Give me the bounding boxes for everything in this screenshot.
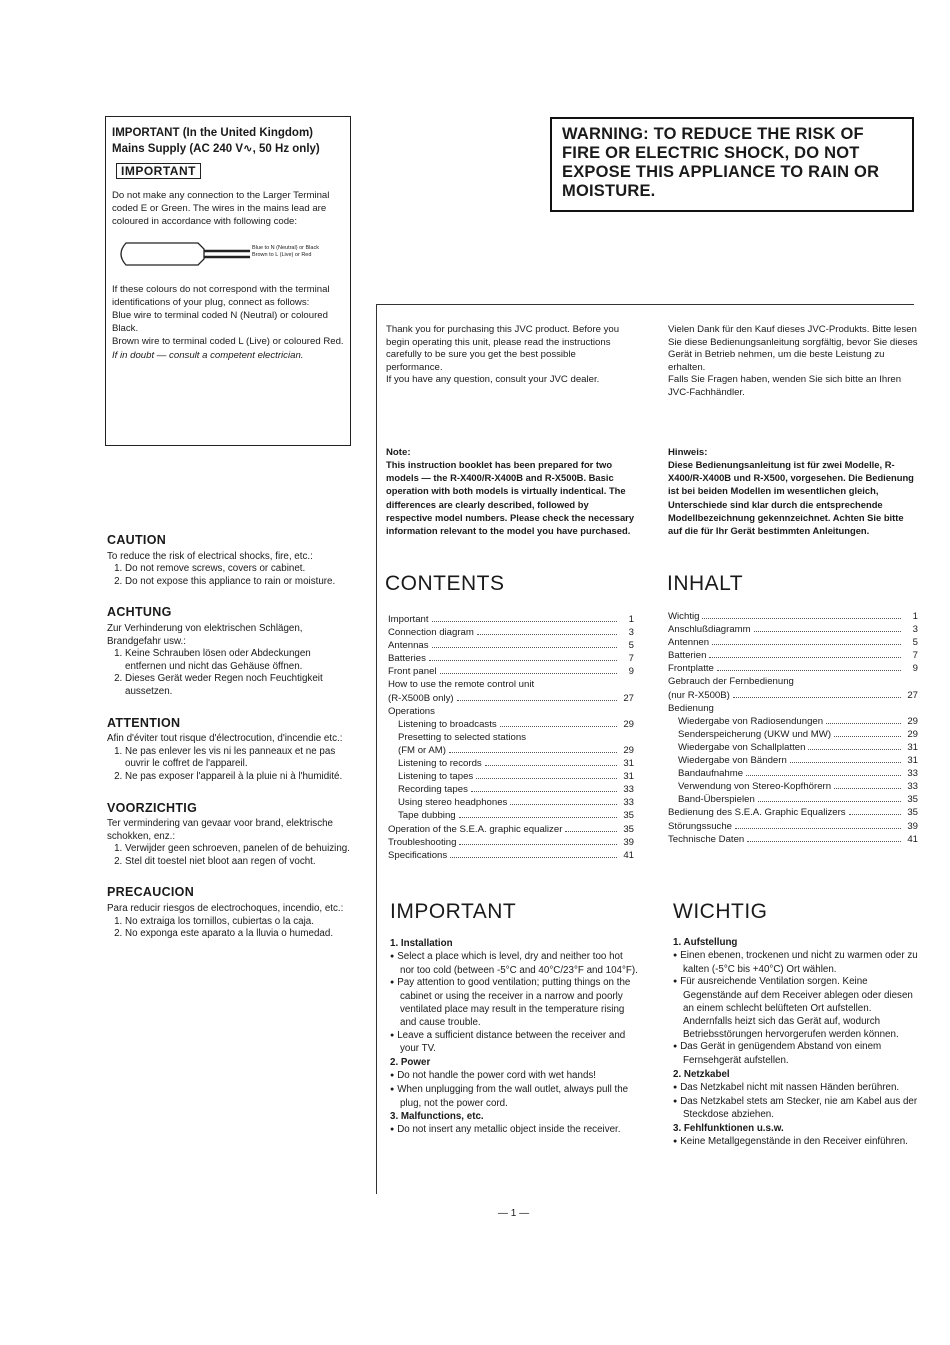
toc-label: Listening to records [398, 758, 482, 770]
toc-label: Presetting to selected stations [398, 731, 526, 743]
toc-page: 1 [912, 611, 918, 622]
toc-label: Connection diagram [388, 627, 474, 639]
toc-row [388, 823, 634, 836]
warning-line-3: EXPOSE THIS APPLIANCE TO RAIN OR [562, 163, 880, 181]
warning-item: 2. Ne pas exposer l'appareil à la pluie ni à l'humidité. [125, 771, 353, 784]
list-heading: 1. Aufstellung [673, 937, 738, 948]
toc-label: Batteries [388, 653, 426, 665]
questions-en-text: If you have any question, consult your JVC dealer. [386, 374, 600, 386]
toc-leader [459, 809, 617, 818]
important-tag: IMPORTANT [116, 163, 201, 179]
warning-item: 2. Do not expose this appliance to rain or moisture. [125, 576, 353, 589]
toc-label: Wiedergabe von Schallplatten [678, 741, 806, 753]
list-bullet: ● Select a place which is level, dry and neither too hot nor too cold (between -5°C and 40°C/23°F and 104°F). [390, 951, 638, 978]
toc-page: 35 [907, 794, 918, 806]
list-bullet: ● Für ausreichende Ventilation sorgen. Keine Gegenstände auf dem Receiver ablegen oder diesen an einem schlecht belüfteten Ort aufstellen. Andernfalls heizt sich das Gerät auf, wodurch Betriebsstörungen hervorgerufen werden können. [673, 976, 920, 1041]
wiring-p4: If in doubt — consult a competent electrician. [112, 349, 304, 361]
mains-plug-icon [112, 239, 252, 269]
warning-title: CAUTION [107, 533, 167, 547]
toc-row [388, 639, 634, 652]
toc-leader [500, 718, 617, 727]
wiring-p1: If these colours do not correspond with the terminal identifications of your plug, connect as follows: [112, 283, 330, 308]
warning-box [550, 117, 914, 212]
toc-label: Front panel [388, 666, 437, 678]
wiring-p3: Brown wire to terminal coded L (Live) or coloured Red. [112, 336, 344, 348]
toc-page: 33 [907, 768, 918, 780]
toc-leader [449, 744, 617, 753]
toc-row [388, 744, 634, 757]
toc-page: 9 [628, 666, 634, 678]
warning-item: 2. No exponga este aparato a la lluvia o humedad. [125, 928, 353, 941]
warning-title: VOORZICHTIG [107, 800, 198, 815]
toc-page: 27 [907, 689, 918, 701]
note-de [668, 447, 918, 537]
warning-line-2: FIRE OR ELECTRIC SHOCK, DO NOT [562, 144, 860, 162]
toc-row [668, 728, 918, 741]
toc-row [668, 715, 918, 728]
plug-label-brown: Brown to L (Live) or Red [252, 251, 312, 258]
warning-item: 1. Do not remove screws, covers or cabinet. [125, 563, 353, 576]
important-list [390, 937, 638, 1138]
list-bullet: ● Keine Metallgegenstände in den Receiver einführen. [673, 1136, 920, 1150]
warning-section [107, 802, 353, 869]
toc-label: Using stereo headphones [398, 797, 508, 809]
warning-title: ATTENTION [107, 715, 181, 730]
toc-page: 31 [623, 771, 634, 783]
toc-row [668, 820, 918, 833]
warning-item: 1. No extraiga los tornillos, cubiertas o la caja. [125, 916, 353, 929]
toc-page: 35 [623, 810, 634, 822]
warning-intro: Para reducir riesgos de electrochoques, incendio, etc.: [107, 903, 344, 915]
thanks-en [386, 324, 632, 387]
toc-leader [459, 836, 617, 845]
uk-important-box [105, 116, 351, 446]
warning-items [107, 916, 353, 941]
toc-label: Antennen [668, 637, 710, 649]
list-bullet: ● Do not handle the power cord with wet hands! [390, 1070, 638, 1084]
warning-item: 2. Stel dit toestel niet bloot aan regen of vocht. [125, 856, 353, 869]
toc-row [668, 702, 918, 715]
toc-leader [432, 639, 617, 648]
toc-leader [565, 823, 617, 832]
toc-page: 31 [907, 741, 918, 753]
toc-label: Important [388, 614, 429, 625]
toc-page: 33 [623, 797, 634, 809]
top-rule [376, 304, 914, 305]
list-bullet: ● Einen ebenen, trockenen und nicht zu warmen oder zu kalten (-5°C bis +40°C) Ort wählen. [673, 950, 920, 977]
warning-section [107, 886, 353, 940]
toc-leader [440, 665, 617, 674]
warning-item: 1. Ne pas enlever les vis ni les panneaux et ne pas ouvrir le coffret de l'appareil. [125, 746, 353, 771]
toc-row [668, 623, 918, 636]
toc-leader [808, 741, 901, 750]
warning-title: PRECAUCION [107, 885, 195, 900]
note-de-title: Hinweis: [668, 447, 708, 458]
toc-label: Verwendung von Stereo-Kopfhörern [678, 781, 832, 793]
warning-intro: Zur Verhinderung von elektrischen Schlägen, Brandgefahr usw.: [107, 622, 303, 647]
contents-title: CONTENTS [385, 572, 505, 595]
toc-row [388, 626, 634, 639]
wiring-intro: Do not make any connection to the Larger Terminal coded E or Green. The wires in the mains lead are coloured in accordance with following code: [112, 190, 330, 228]
toc-leader [790, 754, 901, 763]
list-heading: 3. Fehlfunktionen u.s.w. [673, 1123, 784, 1135]
note-de-body: Diese Bedienungsanleitung ist für zwei Modelle, R-X400/R-X400B und R-X500, vorgesehen. Die Bedienung ist bei beiden Modellen im wesentlichen gleich, Unterschiede sind klar durch die entsprechende Modellbezeichnung gekennzeichnet. Achten Sie bitte auf die für Ihr Gerät bestimmten Anleitungen. [668, 459, 914, 537]
toc-label: Bedienung [668, 702, 714, 714]
toc-page: 7 [628, 653, 634, 665]
list-heading: 2. Power [390, 1057, 431, 1069]
toc-label: (nur R-X500B) [668, 689, 730, 701]
toc-page: 39 [907, 820, 918, 832]
toc-label: (R-X500B only) [388, 692, 454, 704]
toc-label: (FM or AM) [398, 744, 446, 756]
toc-leader [510, 796, 617, 805]
toc-leader [758, 793, 901, 802]
toc-leader [438, 706, 617, 714]
wiring-p2: Blue wire to terminal coded N (Neutral) or coloured Black. [112, 310, 328, 335]
list-bullet: ● Pay attention to good ventilation; putting things on the cabinet or using the receiver in a narrow and poorly ventilated place may result in the temperature rising and cause trouble. [390, 977, 638, 1029]
toc-label: Band-Überspielen [678, 794, 755, 806]
toc-row [388, 692, 634, 705]
list-bullet: ● Do not insert any metallic object inside the receiver. [390, 1124, 638, 1138]
toc-row [388, 796, 634, 809]
inhalt-list [668, 610, 918, 846]
list-heading: 2. Netzkabel [673, 1068, 730, 1080]
toc-label: Bandaufnahme [678, 768, 744, 780]
toc-page: 27 [623, 692, 634, 704]
toc-page: 31 [907, 755, 918, 767]
toc-label: Specifications [388, 849, 448, 861]
thanks-en-text: Thank you for purchasing this JVC product. Before you begin operating this unit, please read the instructions carefully to be sure you get the best possible performance. [386, 324, 620, 373]
list-heading: 1. Installation [390, 938, 453, 949]
wichtig-title: WICHTIG [673, 900, 768, 923]
toc-page: 31 [623, 758, 634, 770]
toc-label: Frontplatte [668, 663, 714, 675]
toc-page: 35 [907, 807, 918, 819]
warning-intro: Afin d'éviter tout risque d'électrocution, d'incendie etc.: [107, 733, 343, 745]
toc-page: 5 [628, 640, 634, 652]
toc-leader [712, 636, 901, 645]
contents-list [388, 613, 634, 862]
toc-row [668, 741, 918, 754]
toc-row [388, 613, 634, 626]
toc-page: 35 [623, 823, 634, 835]
toc-label: Störungssuche [668, 820, 732, 832]
toc-label: Recording tapes [398, 784, 468, 796]
warning-section [107, 606, 353, 698]
plug-label-blue: Blue to N (Neutral) or Black [252, 244, 319, 251]
warning-items [107, 648, 353, 698]
toc-leader [537, 679, 617, 687]
warning-item: 1. Verwijder geen schroeven, panelen of de behuizing. [125, 843, 353, 856]
toc-leader [754, 623, 901, 632]
toc-label: Operations [388, 705, 435, 717]
note-en-body: This instruction booklet has been prepared for two models — the R-X400/R-X400B and R-X500B. Basic operation with both models is virtually indentical. The differences are clearly described, followed by respective model numbers. Please check the necessary information relevant to the model you have purchased. [386, 459, 635, 537]
warning-section [107, 534, 353, 588]
toc-leader [717, 662, 901, 671]
toc-row [668, 610, 918, 623]
toc-row [668, 833, 918, 846]
toc-row [668, 636, 918, 649]
toc-leader [457, 692, 617, 701]
toc-label: Troubleshooting [388, 836, 457, 848]
toc-label: Anschlußdiagramm [668, 624, 751, 636]
wichtig-list [673, 936, 920, 1150]
left-rule [376, 304, 377, 1194]
list-bullet: ● Das Netzkabel nicht mit nassen Händen berühren. [673, 1082, 920, 1096]
toc-label: Tape dubbing [398, 810, 456, 822]
toc-page: 3 [628, 627, 634, 639]
toc-label: Wiedergabe von Radiosendungen [678, 715, 824, 727]
questions-de-text: Falls Sie Fragen haben, wenden Sie sich bitte an Ihren JVC-Fachhändler. [668, 374, 902, 398]
toc-leader [717, 703, 901, 711]
page-number: — 1 — [498, 1208, 530, 1219]
toc-row [668, 767, 918, 780]
toc-leader [735, 820, 901, 829]
toc-leader [477, 626, 617, 635]
thanks-de [668, 324, 918, 400]
warning-items [107, 843, 353, 868]
list-bullet: ● Das Netzkabel stets am Stecker, nie am Kabel aus der Steckdose abziehen. [673, 1096, 920, 1123]
warning-item: 1. Keine Schrauben lösen oder Abdeckungen entfernen und nicht das Gehäuse öffnen. [125, 648, 353, 673]
toc-label: Listening to broadcasts [398, 718, 497, 730]
toc-leader [432, 613, 617, 622]
toc-leader [797, 676, 901, 684]
toc-leader [834, 728, 901, 737]
toc-leader [746, 767, 901, 776]
toc-leader [826, 715, 901, 724]
warning-section [107, 717, 353, 784]
toc-label: Gebrauch der Fernbedienung [668, 676, 794, 688]
toc-label: Wiedergabe von Bändern [678, 755, 787, 767]
toc-row [388, 731, 634, 744]
warning-intro: To reduce the risk of electrical shocks, fire, etc.: [107, 550, 313, 562]
toc-page: 33 [907, 781, 918, 793]
thanks-de-text: Vielen Dank für den Kauf dieses JVC-Produkts. Bitte lesen Sie diese Bedienungsanleitung sorgfältig, bevor Sie dieses Gerät in Betrieb nehmen, um die beste Leistung zu erhalten. [668, 324, 918, 373]
toc-row [388, 678, 634, 691]
toc-row [388, 770, 634, 783]
toc-label: Listening to tapes [398, 771, 474, 783]
toc-leader [849, 806, 901, 815]
toc-leader [709, 649, 901, 658]
toc-row [668, 675, 918, 688]
warning-line-4: MOISTURE. [562, 182, 656, 200]
important-title: IMPORTANT [390, 900, 517, 923]
note-en [386, 447, 636, 537]
toc-page: 29 [623, 718, 634, 730]
toc-row [668, 689, 918, 702]
warning-intro: Ter vermindering van gevaar voor brand, elektrische schokken, enz.: [107, 818, 333, 842]
toc-row [668, 793, 918, 806]
toc-page: 3 [912, 624, 918, 636]
multilingual-warnings [107, 534, 353, 941]
toc-page: 41 [907, 833, 918, 845]
warning-item: 2. Dieses Gerät weder Regen noch Feuchtigkeit aussetzen. [125, 673, 353, 698]
toc-page: 39 [623, 836, 634, 848]
list-bullet: ● Das Gerät in genügendem Abstand von einem Fernsehgerät aufstellen. [673, 1041, 920, 1068]
toc-page: 33 [623, 784, 634, 796]
toc-page: 29 [907, 715, 918, 727]
toc-label: Antennas [388, 640, 429, 652]
toc-row [388, 665, 634, 678]
warning-line-1: WARNING: TO REDUCE THE RISK OF [562, 125, 864, 143]
toc-leader [834, 780, 901, 789]
toc-row [388, 652, 634, 665]
toc-leader [702, 610, 901, 619]
toc-row [668, 754, 918, 767]
toc-label: Operation of the S.E.A. graphic equalizer [388, 823, 563, 835]
toc-label: Senderspeicherung (UKW und MW) [678, 728, 832, 740]
list-bullet: ● When unplugging from the wall outlet, always pull the plug, not the power cord. [390, 1084, 638, 1111]
toc-page: 5 [912, 637, 918, 649]
toc-leader [733, 689, 901, 698]
toc-row [668, 806, 918, 819]
toc-page: 1 [628, 614, 634, 625]
toc-label: Wichtig [668, 611, 700, 622]
toc-page: 9 [912, 663, 918, 675]
toc-leader [429, 652, 617, 661]
toc-label: Batterien [668, 650, 707, 662]
toc-page: 29 [623, 744, 634, 756]
list-bullet: ● Leave a sufficient distance between the receiver and your TV. [390, 1030, 638, 1057]
warning-title: ACHTUNG [107, 605, 172, 620]
toc-row [388, 836, 634, 849]
toc-row [388, 809, 634, 822]
uk-important-heading: IMPORTANT (In the United Kingdom) Mains Supply (AC 240 V∿, 50 Hz only) [112, 127, 320, 155]
toc-row [668, 649, 918, 662]
toc-leader [529, 732, 617, 740]
toc-row [668, 780, 918, 793]
inhalt-title: INHALT [667, 572, 744, 595]
toc-leader [450, 849, 617, 858]
toc-label: Technische Daten [668, 833, 745, 845]
plug-diagram [112, 239, 344, 269]
toc-leader [747, 833, 901, 842]
note-en-title: Note: [386, 447, 411, 458]
toc-row [668, 662, 918, 675]
toc-label: Bedienung des S.E.A. Graphic Equalizers [668, 807, 846, 819]
toc-page: 7 [912, 650, 918, 662]
toc-leader [471, 783, 617, 792]
toc-row [388, 783, 634, 796]
warning-items [107, 746, 353, 784]
plug-wire-labels [252, 245, 319, 259]
toc-page: 29 [907, 728, 918, 740]
warning-items [107, 563, 353, 588]
toc-row [388, 757, 634, 770]
toc-page: 41 [623, 849, 634, 861]
list-heading: 3. Malfunctions, etc. [390, 1111, 484, 1123]
toc-row [388, 705, 634, 718]
toc-row [388, 718, 634, 731]
toc-leader [485, 757, 617, 766]
toc-row [388, 849, 634, 862]
toc-leader [476, 770, 617, 779]
toc-label: How to use the remote control unit [388, 679, 535, 691]
